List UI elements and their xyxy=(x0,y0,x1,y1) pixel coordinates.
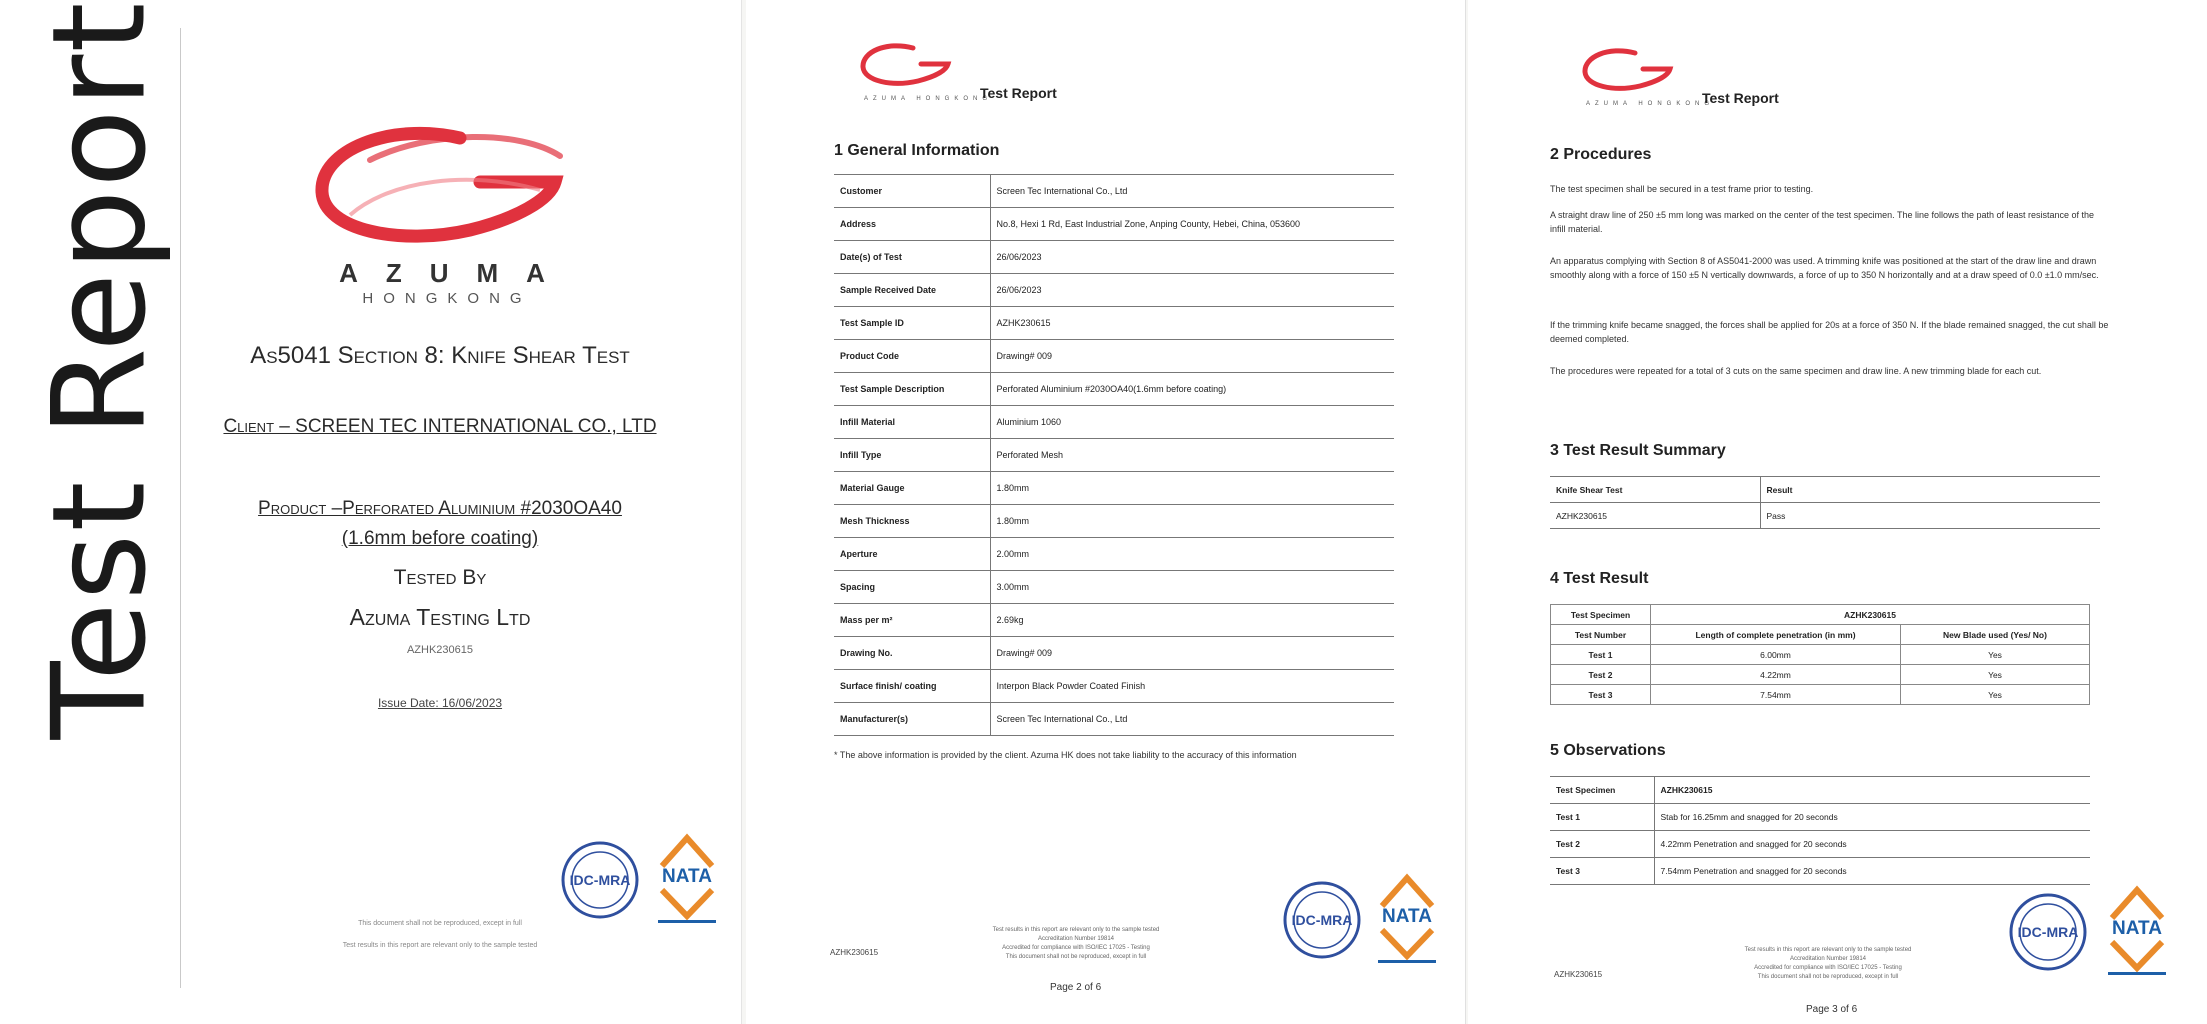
table-row xyxy=(834,241,1394,274)
logo-subtext: AZUMA HONGKONG xyxy=(1586,101,1715,107)
table-row xyxy=(834,703,1394,736)
footer-ref: AZHK230615 xyxy=(1554,970,1603,979)
result-cell: Yes xyxy=(1901,665,2090,685)
disclaimer-note: * The above information is provided by the client. Azuma HK does not take liability to the accuracy of this information xyxy=(834,750,1297,760)
row-value: Drawing# 009 xyxy=(990,340,1394,373)
table-row xyxy=(834,439,1394,472)
cover-page xyxy=(0,0,742,1024)
footer-text xyxy=(1708,946,1948,982)
row-value: 26/06/2023 xyxy=(990,274,1394,307)
nata-logo-icon xyxy=(1374,872,1440,968)
specimen-value: AZHK230615 xyxy=(1651,605,2090,625)
table-row xyxy=(834,472,1394,505)
table-row xyxy=(1550,858,2090,885)
row-value: 2.00mm xyxy=(990,538,1394,571)
result-cell: 7.54mm xyxy=(1651,685,1901,705)
summary-cell: Pass xyxy=(1760,503,2100,529)
brand-subname: HONGKONG xyxy=(362,290,532,307)
side-title: Test Report xyxy=(25,0,175,740)
row-label: Mass per m² xyxy=(834,604,990,637)
obs-text: Stab for 16.25mm and snagged for 20 seconds xyxy=(1654,804,2090,831)
table-row xyxy=(834,175,1394,208)
summary-heading: 3 Test Result Summary xyxy=(1550,442,1726,459)
row-label: Aperture xyxy=(834,538,990,571)
footer-line: Accreditation Number 19814 xyxy=(1037,936,1115,942)
nata-label: NATA xyxy=(2112,918,2162,939)
table-row xyxy=(834,340,1394,373)
nata-logo-icon xyxy=(654,832,720,928)
table-row xyxy=(834,505,1394,538)
row-value: Drawing# 009 xyxy=(990,637,1394,670)
obs-test: Test 2 xyxy=(1550,831,1654,858)
azuma-logo-icon xyxy=(858,40,953,90)
procedure-paragraph: A straight draw line of 250 ±5 mm long was marked on the center of the test specimen. The line follows the path of least resistance of the infill material. xyxy=(1550,210,2095,234)
result-col-header: Test Number xyxy=(1551,625,1651,645)
row-label: Infill Type xyxy=(834,439,990,472)
row-value: 3.00mm xyxy=(990,571,1394,604)
table-row xyxy=(1551,685,2090,705)
seal-label: IDC-MRA xyxy=(1291,912,1353,928)
nata-label: NATA xyxy=(662,866,712,887)
footer-line: Accredited for compliance with ISO/IEC 17025 - Testing xyxy=(1754,965,1902,971)
row-label: Date(s) of Test xyxy=(834,241,990,274)
table-row xyxy=(834,637,1394,670)
obs-col-header: AZHK230615 xyxy=(1654,777,2090,804)
logo-subtext: AZUMA HONGKONG xyxy=(864,96,993,102)
row-value: 26/06/2023 xyxy=(990,241,1394,274)
page-2 xyxy=(746,0,1466,1024)
footer-line: Accredited for compliance with ISO/IEC 17025 - Testing xyxy=(1002,945,1150,951)
obs-test: Test 1 xyxy=(1550,804,1654,831)
result-cell: Yes xyxy=(1901,645,2090,665)
page-title: Test Report xyxy=(1702,90,1779,106)
row-label: Mesh Thickness xyxy=(834,505,990,538)
table-row xyxy=(834,274,1394,307)
seal-label: IDC-MRA xyxy=(569,872,631,888)
product-line: Product –Perforated Aluminium #2030OA40 xyxy=(258,498,622,519)
azuma-logo-icon xyxy=(310,120,575,250)
test-title: As5041 Section 8: Knife Shear Test xyxy=(250,342,630,369)
nata-label: NATA xyxy=(1382,906,1432,927)
footer-ref: AZHK230615 xyxy=(830,948,879,957)
page-3 xyxy=(1468,0,2207,1024)
row-label: Infill Material xyxy=(834,406,990,439)
row-value: 1.80mm xyxy=(990,505,1394,538)
test-number: Test 3 xyxy=(1551,685,1651,705)
table-row xyxy=(834,208,1394,241)
observations-table xyxy=(1550,776,2090,885)
row-value: Screen Tec International Co., Ltd xyxy=(990,703,1394,736)
row-label: Address xyxy=(834,208,990,241)
report-ref: AZHK230615 xyxy=(406,644,474,656)
row-label: Drawing No. xyxy=(834,637,990,670)
summary-cell: AZHK230615 xyxy=(1550,503,1760,529)
obs-col-header: Test Specimen xyxy=(1550,777,1654,804)
general-info-table xyxy=(834,174,1394,736)
nata-logo-icon xyxy=(2104,884,2170,980)
procedure-paragraph: If the trimming knife became snagged, the forces shall be applied for 20s at a force of 350 N. If the blade remained snagged, the cut shall be deemed completed. xyxy=(1550,320,2109,344)
footer-line: This document shall not be reproduced, except in full xyxy=(1757,974,1899,980)
table-row xyxy=(834,604,1394,637)
issue-date: Issue Date: 16/06/2023 xyxy=(377,696,503,710)
procedure-paragraph: An apparatus complying with Section 8 of AS5041-2000 was used. A trimming knife was positioned at the start of the draw line and drawn smoothly along with a force of 150 ±5 N vertically downwards, a force of up to 350 N horizontally and at a draw speed of 0.0 ±1.0 mm/sec. xyxy=(1550,256,2099,280)
row-label: Surface finish/ coating xyxy=(834,670,990,703)
lab-name: Azuma Testing Ltd xyxy=(349,604,531,630)
product-line-2: (1.6mm before coating) xyxy=(341,528,539,549)
table-row xyxy=(834,373,1394,406)
row-value: 1.80mm xyxy=(990,472,1394,505)
procedures-heading: 2 Procedures xyxy=(1550,146,1652,163)
result-heading: 4 Test Result xyxy=(1550,570,1649,587)
row-value: Perforated Aluminium #2030OA40(1.6mm before coating) xyxy=(990,373,1394,406)
footer-line: Test results in this report are relevant only to the sample tested xyxy=(1744,947,1912,953)
table-row xyxy=(1551,665,2090,685)
row-label: Product Code xyxy=(834,340,990,373)
row-value: Screen Tec International Co., Ltd xyxy=(990,175,1394,208)
page-number: Page 3 of 6 xyxy=(1806,1004,1858,1015)
test-number: Test 2 xyxy=(1551,665,1651,685)
result-cell: 4.22mm xyxy=(1651,665,1901,685)
table-row xyxy=(834,538,1394,571)
summary-col-header: Knife Shear Test xyxy=(1550,477,1760,503)
row-label: Sample Received Date xyxy=(834,274,990,307)
result-cell: Yes xyxy=(1901,685,2090,705)
brand-name: AZUMA xyxy=(339,258,573,288)
ilac-mra-seal-icon xyxy=(560,840,640,920)
row-label: Material Gauge xyxy=(834,472,990,505)
cover-footer-1: This document shall not be reproduced, except in full xyxy=(358,920,522,927)
table-row xyxy=(834,406,1394,439)
result-table xyxy=(1550,604,2090,705)
tested-by: Tested By xyxy=(393,566,487,589)
procedure-paragraph: The test specimen shall be secured in a test frame prior to testing. xyxy=(1550,184,1814,194)
row-value: AZHK230615 xyxy=(990,307,1394,340)
cover-footer-2: Test results in this report are relevant only to the sample tested xyxy=(342,942,538,949)
summary-col-header: Result xyxy=(1760,477,2100,503)
page-title: Test Report xyxy=(980,85,1057,101)
ilac-mra-seal-icon xyxy=(1282,880,1362,960)
obs-test: Test 3 xyxy=(1550,858,1654,885)
specimen-label: Test Specimen xyxy=(1551,605,1651,625)
row-label: Test Sample Description xyxy=(834,373,990,406)
row-value: No.8, Hexi 1 Rd, East Industrial Zone, Anping County, Hebei, China, 053600 xyxy=(990,208,1394,241)
procedure-paragraph: The procedures were repeated for a total of 3 cuts on the same specimen and draw line. A new trimming blade for each cut. xyxy=(1550,366,2042,376)
footer-text xyxy=(956,926,1196,962)
section-heading: 1 General Information xyxy=(834,142,1000,159)
row-label: Manufacturer(s) xyxy=(834,703,990,736)
page-header xyxy=(1580,45,1880,115)
test-number: Test 1 xyxy=(1551,645,1651,665)
row-value: Perforated Mesh xyxy=(990,439,1394,472)
obs-text: 7.54mm Penetration and snagged for 20 seconds xyxy=(1654,858,2090,885)
row-value: Interpon Black Powder Coated Finish xyxy=(990,670,1394,703)
result-col-header: New Blade used (Yes/ No) xyxy=(1901,625,2090,645)
footer-line: This document shall not be reproduced, except in full xyxy=(1005,954,1147,960)
table-row xyxy=(1551,645,2090,665)
obs-text: 4.22mm Penetration and snagged for 20 seconds xyxy=(1654,831,2090,858)
result-col-header: Length of complete penetration (in mm) xyxy=(1651,625,1901,645)
page-number: Page 2 of 6 xyxy=(1050,982,1102,993)
summary-table xyxy=(1550,476,2100,529)
footer-line: Test results in this report are relevant only to the sample tested xyxy=(992,927,1160,933)
result-cell: 6.00mm xyxy=(1651,645,1901,665)
seal-label: IDC-MRA xyxy=(2017,924,2079,940)
row-label: Spacing xyxy=(834,571,990,604)
client-line: Client – SCREEN TEC INTERNATIONAL CO., LTD xyxy=(223,416,657,437)
row-value: Aluminium 1060 xyxy=(990,406,1394,439)
table-row xyxy=(834,307,1394,340)
table-row xyxy=(1550,831,2090,858)
azuma-logo-icon xyxy=(1580,45,1675,95)
row-label: Customer xyxy=(834,175,990,208)
table-row xyxy=(1550,804,2090,831)
table-row xyxy=(834,571,1394,604)
table-row xyxy=(834,670,1394,703)
footer-line: Accreditation Number 19814 xyxy=(1789,956,1867,962)
page-header xyxy=(858,40,1158,110)
observations-heading: 5 Observations xyxy=(1550,742,1666,759)
ilac-mra-seal-icon xyxy=(2008,892,2088,972)
row-label: Test Sample ID xyxy=(834,307,990,340)
row-value: 2.69kg xyxy=(990,604,1394,637)
